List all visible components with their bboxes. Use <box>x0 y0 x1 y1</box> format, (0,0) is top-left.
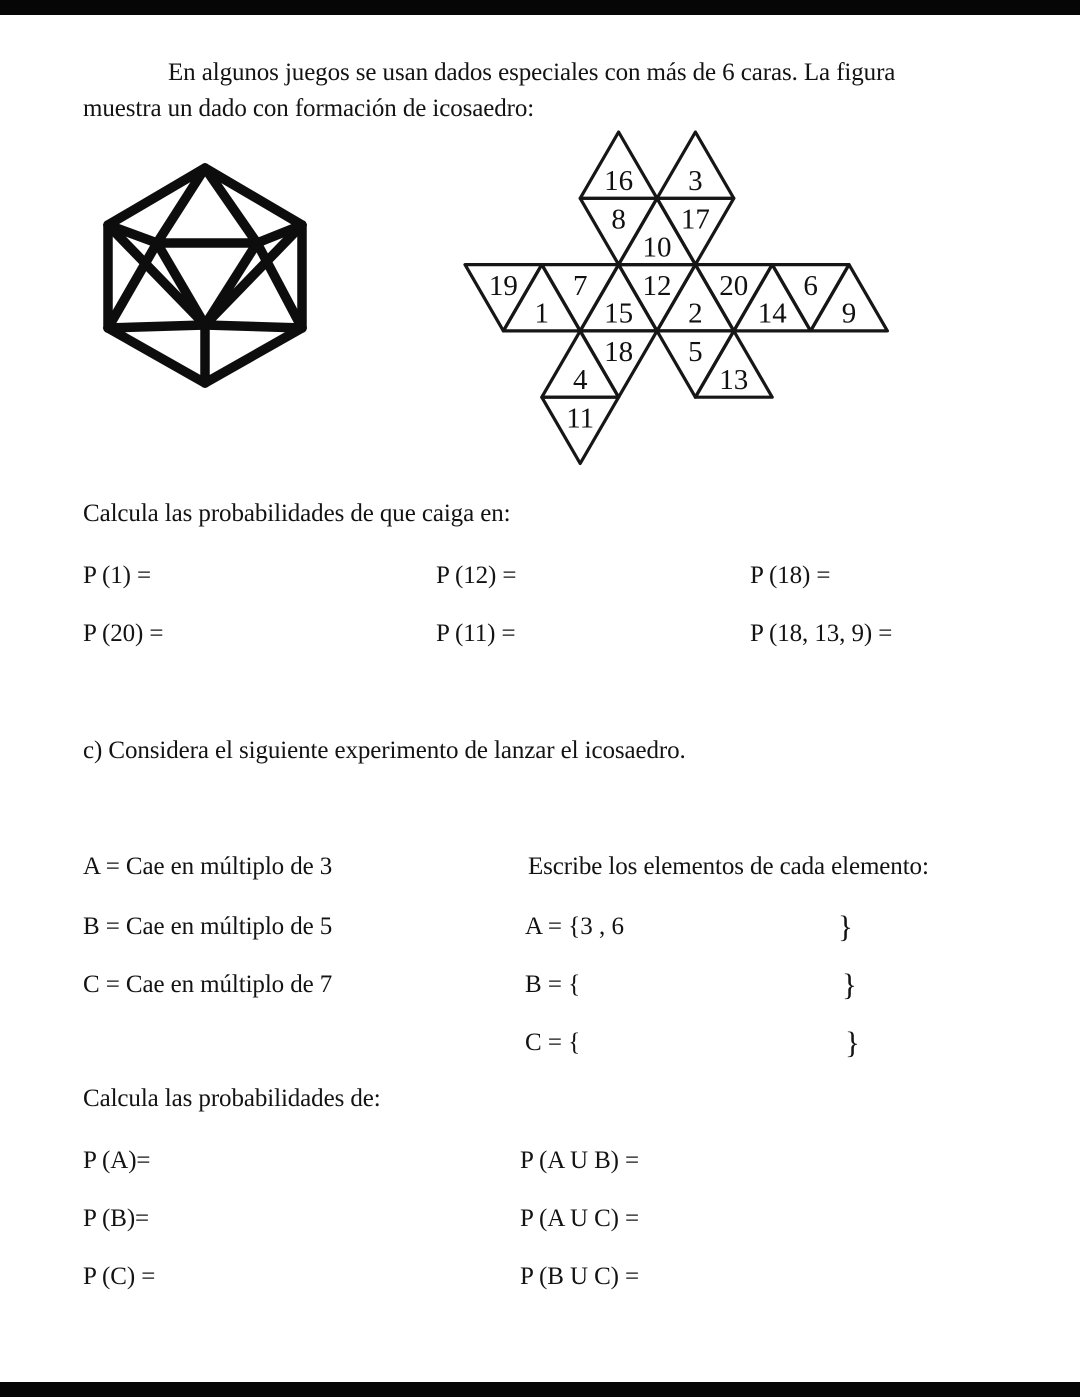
icosahedron-figure <box>95 155 315 395</box>
net-face-label: 2 <box>688 297 703 330</box>
net-face-label: 6 <box>803 269 818 302</box>
prob-blank-p20: P (20) = <box>83 620 164 647</box>
net-face-label: 13 <box>719 363 749 396</box>
set-c-row <box>525 1025 860 1060</box>
net-face-label: 20 <box>719 269 749 302</box>
prob-blank-p18: P (18) = <box>750 562 831 589</box>
set-c-close-brace: } <box>845 1025 860 1060</box>
set-a-left: A = {3 , 6 <box>525 913 625 940</box>
top-letterbox-bar <box>0 0 1080 15</box>
set-b-left: B = { <box>525 971 581 998</box>
net-face-label: 12 <box>642 269 672 302</box>
prob-blank-p18-13-9: P (18, 13, 9) = <box>750 620 893 647</box>
net-face-label: 14 <box>757 297 787 330</box>
icosahedron-net-figure <box>455 120 900 475</box>
intro-line-2: muestra un dado con formación de icosaedro: <box>83 95 535 122</box>
net-face-label: 5 <box>688 336 703 369</box>
event-a-definition: A = Cae en múltiplo de 3 <box>83 853 333 880</box>
intro-line-1: En algunos juegos se usan dados especiales con más de 6 caras. La figura <box>168 59 896 86</box>
net-face-label: 18 <box>604 336 634 369</box>
experiment-intro: c) Considera el siguiente experimento de lanzar el icosaedro. <box>83 737 686 764</box>
net-face-label: 9 <box>841 297 857 330</box>
net-face-label: 7 <box>572 269 588 302</box>
prob-blank-pb: P (B)= <box>83 1205 150 1232</box>
net-face-label: 15 <box>604 297 634 330</box>
icosahedron-edge <box>257 243 302 328</box>
prob-blank-pc: P (C) = <box>83 1263 156 1290</box>
net-face-label: 17 <box>680 203 710 236</box>
net-face-label: 1 <box>534 297 550 330</box>
icosahedron-edge <box>205 325 302 328</box>
icosahedron-edge <box>108 325 205 328</box>
prob-blank-paub: P (A U B) = <box>520 1147 640 1174</box>
icosahedron-edge <box>205 328 302 383</box>
net-face-label: 11 <box>566 402 595 435</box>
net-face-label: 4 <box>572 363 588 396</box>
event-c-definition: C = Cae en múltiplo de 7 <box>83 971 333 998</box>
prob-blank-pbuc: P (B U C) = <box>520 1263 640 1290</box>
set-c-left: C = { <box>525 1029 581 1056</box>
set-b-row <box>525 967 857 1002</box>
event-b-definition: B = Cae en múltiplo de 5 <box>83 913 333 940</box>
set-a-row <box>525 909 853 944</box>
prob2-section-title: Calcula las probabilidades de: <box>83 1085 381 1112</box>
prob-blank-p11: P (11) = <box>436 620 516 647</box>
net-face-label: 10 <box>642 231 672 264</box>
prob-blank-pa: P (A)= <box>83 1147 151 1174</box>
net-face-label: 8 <box>611 203 626 236</box>
net-face-label: 16 <box>604 165 634 198</box>
net-face-label: 3 <box>688 165 703 198</box>
bottom-letterbox-bar <box>0 1382 1080 1397</box>
icosahedron-edge <box>108 328 205 383</box>
prob-blank-pauc: P (A U C) = <box>520 1205 640 1232</box>
net-face-label: 19 <box>488 269 518 302</box>
prob-section-title: Calcula las probabilidades de que caiga en: <box>83 500 511 527</box>
prob-blank-p1: P (1) = <box>83 562 152 589</box>
prob-blank-p12: P (12) = <box>436 562 517 589</box>
elements-title: Escribe los elementos de cada elemento: <box>528 853 929 880</box>
set-b-close-brace: } <box>842 967 857 1002</box>
set-a-close-brace: } <box>838 909 853 944</box>
